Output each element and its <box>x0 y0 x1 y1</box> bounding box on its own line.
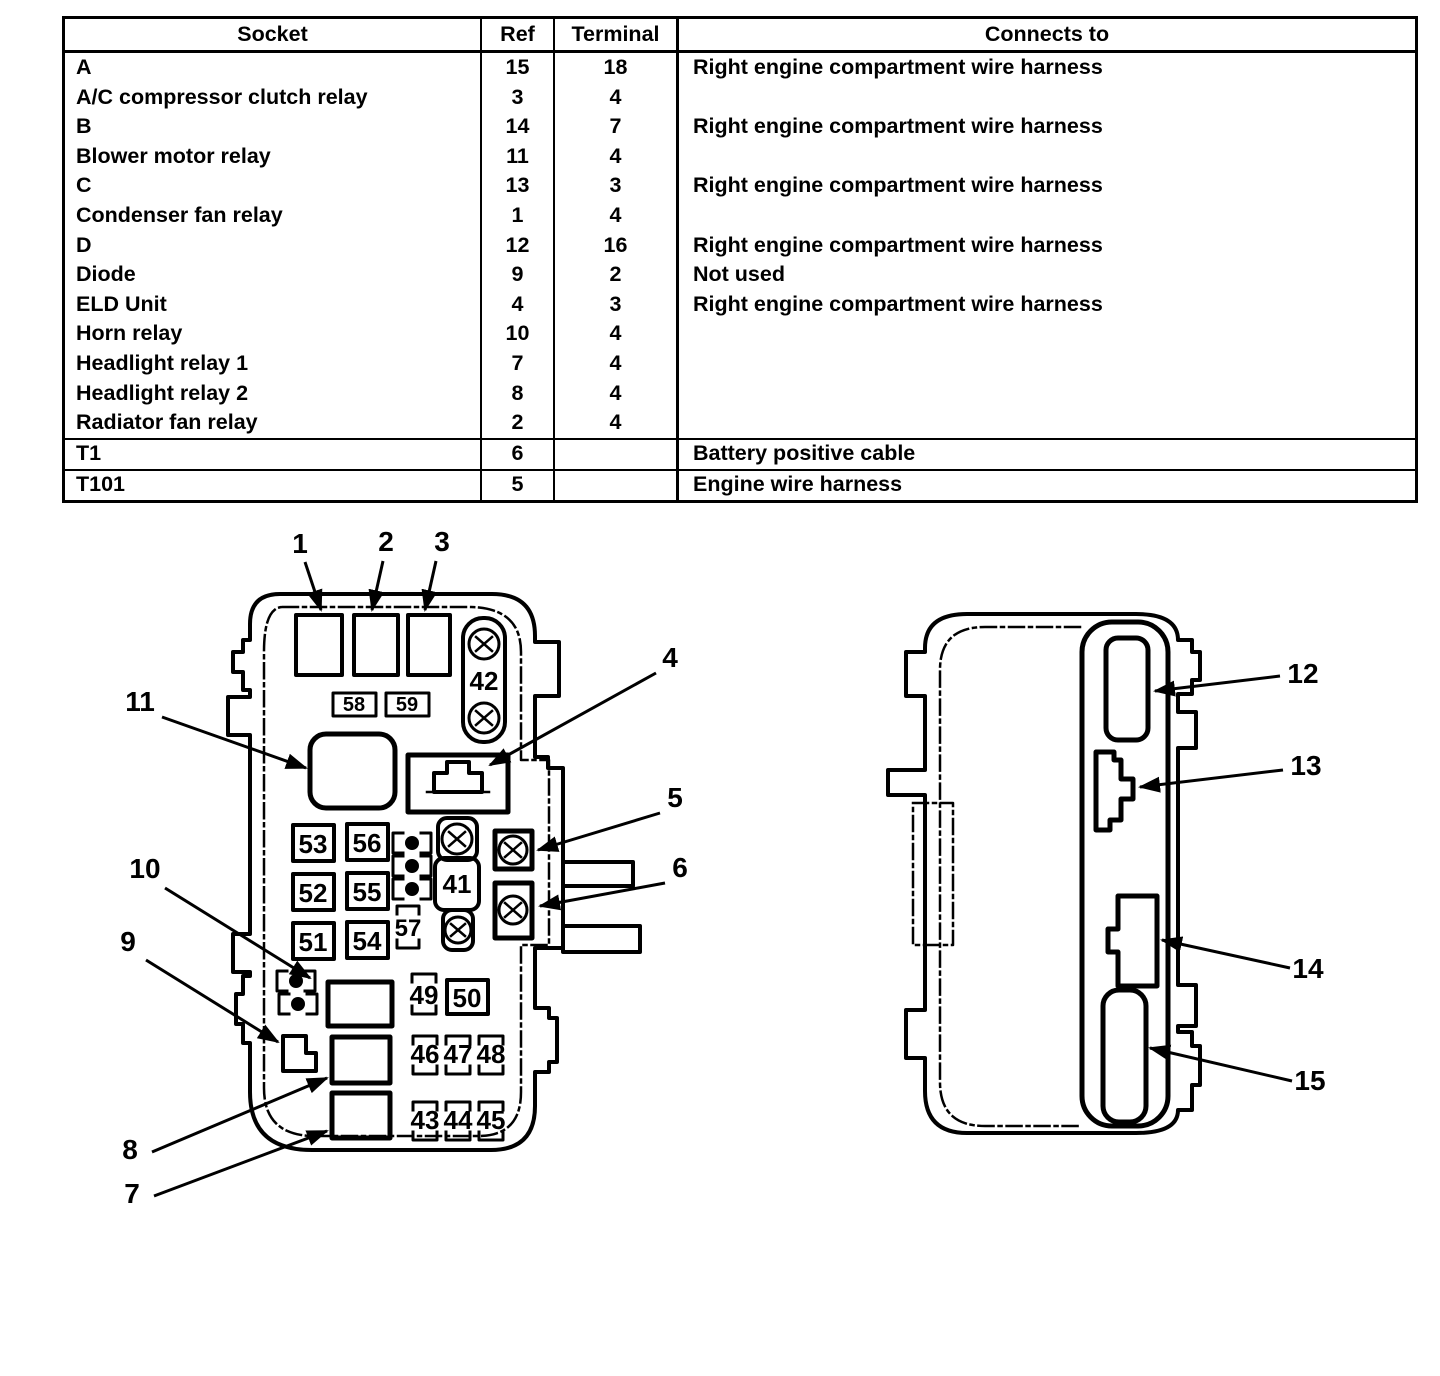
socket-name: A/C compressor clutch relay <box>76 84 368 109</box>
fuse-51-label: 51 <box>298 927 328 957</box>
right-fuse-box-diagram <box>888 614 1326 1133</box>
fuse-42-label: 42 <box>469 666 499 696</box>
terminal-value: 3 <box>553 171 676 201</box>
fuse-link <box>277 971 315 991</box>
socket-name: T1 <box>65 438 480 469</box>
fuse-48 <box>477 1036 506 1074</box>
connects-value: Engine wire harness <box>676 469 1415 500</box>
socket-name: D <box>76 232 92 257</box>
inner-case-line <box>940 627 1080 1126</box>
fuse-43 <box>411 1102 440 1140</box>
callout-2-label: 2 <box>378 526 394 557</box>
terminal-tab <box>563 926 640 952</box>
callout-1-label: 1 <box>292 528 308 559</box>
fuse-link <box>279 994 317 1014</box>
connects-value: Right engine compartment wire harness <box>676 290 1415 320</box>
fuse-box-outline <box>888 614 1200 1133</box>
fuse-49-label: 49 <box>409 980 439 1010</box>
socket-name: B <box>76 114 92 139</box>
ref-value: 4 <box>480 290 553 320</box>
terminal-value: 18 <box>553 53 676 83</box>
connects-value: Right engine compartment wire harness <box>676 53 1415 83</box>
connector-15 <box>1103 990 1146 1122</box>
fuse-48-label: 48 <box>476 1039 506 1069</box>
fuse-44-label: 44 <box>443 1105 473 1135</box>
connector-14 <box>1108 896 1157 986</box>
diode-socket-9 <box>283 1036 316 1071</box>
connects-value: Right engine compartment wire harness <box>676 112 1415 142</box>
connects-value: Not used <box>676 260 1415 290</box>
callout-4-label: 4 <box>662 642 678 673</box>
callout-8 <box>122 1078 327 1165</box>
callout-12 <box>1155 658 1319 691</box>
callout-5-label: 5 <box>667 782 683 813</box>
terminal-6 <box>495 883 532 938</box>
fuse-box-outline <box>228 594 563 1150</box>
callout-15 <box>1150 1048 1326 1096</box>
socket-name: Blower motor relay <box>76 143 271 168</box>
ref-value: 1 <box>480 201 553 231</box>
fuse-56 <box>347 824 388 860</box>
fuse-50-label: 50 <box>452 983 482 1013</box>
socket-name: Headlight relay 1 <box>76 350 249 375</box>
connects-value: Right engine compartment wire harness <box>676 171 1415 201</box>
ref-value: 14 <box>480 112 553 142</box>
fuse-59 <box>386 693 429 716</box>
fuse-41-label: 41 <box>442 869 472 899</box>
terminal-value: 4 <box>553 142 676 172</box>
socket-1 <box>296 615 342 675</box>
connects-value: Right engine compartment wire harness <box>676 231 1415 261</box>
connector-13 <box>1096 752 1133 830</box>
callout-1 <box>292 528 321 610</box>
terminal-value: 4 <box>553 83 676 113</box>
fuse-57-label: 57 <box>394 915 422 942</box>
socket-name: Headlight relay 2 <box>76 380 249 405</box>
ref-value: 2 <box>480 408 553 438</box>
fuse-46-label: 46 <box>410 1039 440 1069</box>
ref-value: 6 <box>480 438 553 469</box>
fuse-42-holder <box>463 618 505 742</box>
callout-7-label: 7 <box>124 1178 140 1209</box>
socket-name: ELD Unit <box>76 291 167 316</box>
relay-socket-8 <box>332 1037 390 1083</box>
fuse-41-holder <box>435 818 479 950</box>
ref-value: 8 <box>480 379 553 409</box>
socket-name: C <box>76 173 92 198</box>
ref-value: 9 <box>480 260 553 290</box>
fuse-44 <box>444 1102 473 1140</box>
callout-14-label: 14 <box>1292 953 1324 984</box>
col-header-connects: Connects to <box>676 19 1415 53</box>
fuse-47-label: 47 <box>443 1039 473 1069</box>
callout-4 <box>490 642 678 765</box>
fuse-54 <box>347 922 388 958</box>
socket-name: Horn relay <box>76 321 183 346</box>
callout-10 <box>129 853 310 978</box>
terminal-value: 4 <box>553 408 676 438</box>
terminal-value: 16 <box>553 231 676 261</box>
socket-name: A <box>76 55 92 80</box>
terminal-value: 7 <box>553 112 676 142</box>
relay-socket-10 <box>328 982 392 1026</box>
callout-6-label: 6 <box>672 852 688 883</box>
left-fuse-box-diagram <box>120 526 688 1209</box>
socket-name: Condenser fan relay <box>76 203 283 228</box>
connector-12 <box>1106 638 1148 740</box>
socket-name: Radiator fan relay <box>76 410 258 435</box>
callout-5 <box>538 782 683 850</box>
col-header-terminal: Terminal <box>553 19 676 53</box>
fuse-45-label: 45 <box>476 1105 506 1135</box>
ref-value: 3 <box>480 83 553 113</box>
terminal-5 <box>495 831 532 869</box>
callout-12-label: 12 <box>1287 658 1319 689</box>
callout-11 <box>125 686 306 768</box>
fuse-58-label: 58 <box>342 694 366 716</box>
terminal-tab <box>563 862 633 886</box>
ref-value: 7 <box>480 349 553 379</box>
fuse-link <box>393 833 431 853</box>
ref-value: 12 <box>480 231 553 261</box>
socket-2 <box>354 615 398 675</box>
callout-8-label: 8 <box>122 1134 138 1165</box>
fuse-link <box>393 879 431 899</box>
fuse-55-label: 55 <box>352 877 382 907</box>
fuse-56-label: 56 <box>352 828 382 858</box>
callout-13-label: 13 <box>1290 750 1322 781</box>
col-header-ref: Ref <box>480 19 553 53</box>
callout-9-label: 9 <box>120 926 136 957</box>
ref-value: 15 <box>480 53 553 83</box>
relay-socket-7 <box>332 1093 390 1138</box>
terminal-value: 4 <box>553 319 676 349</box>
ref-value: 13 <box>480 171 553 201</box>
fuse-49 <box>410 974 439 1014</box>
ref-value: 10 <box>480 319 553 349</box>
terminal-value: 4 <box>553 349 676 379</box>
callout-14 <box>1162 940 1324 984</box>
socket-name: T101 <box>65 469 480 500</box>
callout-3-label: 3 <box>434 526 450 557</box>
callout-7 <box>124 1131 327 1209</box>
callout-10-label: 10 <box>129 853 161 884</box>
fuse-45 <box>477 1102 506 1140</box>
fuse-46 <box>411 1036 440 1074</box>
terminal-value: 2 <box>553 260 676 290</box>
fuse-52-label: 52 <box>298 878 328 908</box>
callout-2 <box>372 526 394 610</box>
fuse-54-label: 54 <box>352 926 382 956</box>
callout-11-label: 11 <box>125 686 155 717</box>
fuse-57 <box>395 906 422 948</box>
fuse-59-label: 59 <box>395 694 419 716</box>
fuse-47 <box>444 1036 473 1074</box>
ref-value: 5 <box>480 469 553 500</box>
fuse-52 <box>293 874 334 910</box>
connects-value: Battery positive cable <box>676 438 1415 469</box>
terminal-value: 4 <box>553 379 676 409</box>
fuse-58 <box>333 693 376 716</box>
fuse-55 <box>347 873 388 909</box>
fuse-51 <box>293 923 334 959</box>
callout-15-label: 15 <box>1294 1065 1326 1096</box>
terminal-value: 3 <box>553 290 676 320</box>
callout-3 <box>425 526 450 610</box>
fuse-43-label: 43 <box>410 1105 440 1135</box>
col-header-socket: Socket <box>65 19 480 53</box>
ref-value: 11 <box>480 142 553 172</box>
socket-3 <box>408 615 450 675</box>
relay-11-socket <box>310 734 395 808</box>
inner-slot <box>913 803 953 945</box>
fuse-53 <box>293 825 334 861</box>
fuse-link <box>393 856 431 876</box>
fuse-53-label: 53 <box>298 829 328 859</box>
socket-name: Diode <box>76 262 136 287</box>
terminal-value: 4 <box>553 201 676 231</box>
fuse-50 <box>447 980 488 1014</box>
